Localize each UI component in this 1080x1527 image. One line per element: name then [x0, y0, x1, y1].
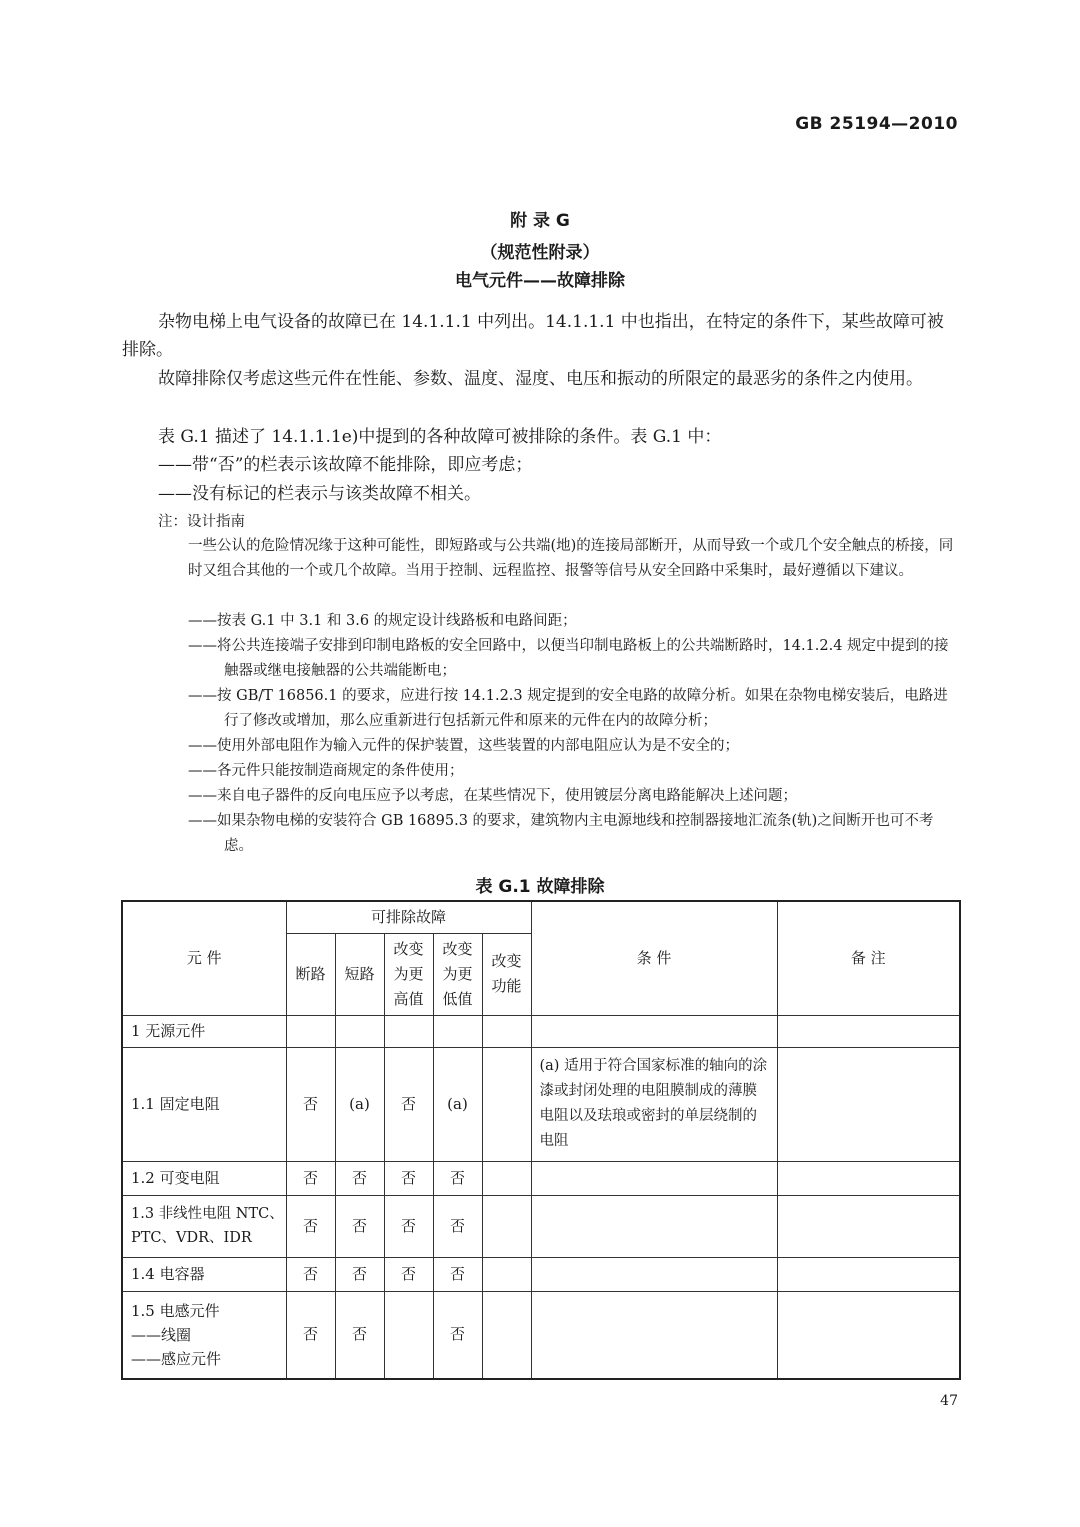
cell-function: [482, 1195, 531, 1257]
cell-higher: 否: [384, 1257, 433, 1291]
cell-short: 否: [335, 1291, 384, 1379]
cell-function: [482, 1015, 531, 1047]
cell-component: 1 无源元件: [122, 1015, 286, 1047]
dash-item-1: ——带“否”的栏表示该故障不能排除，即应考虑；: [158, 455, 533, 475]
cell-short: 否: [335, 1195, 384, 1257]
cell-condition: [531, 1291, 777, 1379]
dash-item-2: ——没有标记的栏表示与该类故障不相关。: [158, 484, 481, 504]
table-row: [122, 1047, 960, 1161]
cell-lower: 否: [433, 1291, 482, 1379]
appendix-heading: 电气元件——故障排除: [455, 271, 625, 291]
cell-remark: [777, 1291, 960, 1379]
paragraph-2: 故障排除仅考虑这些元件在性能、参数、温度、湿度、电压和振动的所限定的最恶劣的条件之内使用。: [158, 369, 923, 389]
cell-higher: [384, 1291, 433, 1379]
cell-condition: [531, 1161, 777, 1195]
appendix-title: 附 录 G: [510, 211, 570, 231]
page-number: 47: [940, 1393, 958, 1409]
note-item: ——来自电子器件的反向电压应予以考虑，在某些情况下，使用镀层分离电路能解决上述问题；: [188, 788, 797, 804]
note-item: ——使用外部电阻作为输入元件的保护装置，这些装置的内部电阻应认为是不安全的；: [188, 738, 739, 754]
cell-function: [482, 1291, 531, 1379]
cell-remark: [777, 1161, 960, 1195]
cell-higher: 否: [384, 1161, 433, 1195]
cell-short: 否: [335, 1161, 384, 1195]
note-item: ——各元件只能按制造商规定的条件使用；: [188, 763, 464, 779]
cell-component: 1.1 固定电阻: [122, 1047, 286, 1161]
standard-code: GB 25194—2010: [795, 114, 958, 134]
note-intro: 一些公认的危险情况缘于这种可能性，即短路或与公共端(地)的连接局部断开，从而导致一个或几个安全触点的桥接，同时又组合其他的一个或几个故障。当用于控制、远程监控、报警等信号从安全回路中采集时，最好遵循以下建议。: [188, 538, 954, 579]
appendix-subtitle: （规范性附录）: [480, 243, 600, 263]
header-higher: 改变为更高值: [384, 933, 433, 1015]
cell-function: [482, 1161, 531, 1195]
paragraph-3: 表 G.1 描述了 14.1.1.1e)中提到的各种故障可被排除的条件。表 G.1 中：: [158, 427, 722, 447]
header-open: 断路: [286, 933, 335, 1015]
cell-condition: [531, 1195, 777, 1257]
note-list: [188, 609, 958, 859]
note-item: ——按表 G.1 中 3.1 和 3.6 的规定设计线路板和电路间距；: [188, 613, 577, 629]
cell-remark: [777, 1195, 960, 1257]
header-remark: 备 注: [777, 901, 960, 1015]
header-condition: 条 件: [531, 901, 777, 1015]
cell-open: 否: [286, 1195, 335, 1257]
cell-open: 否: [286, 1161, 335, 1195]
cell-function: [482, 1257, 531, 1291]
note-item: ——按 GB/T 16856.1 的要求，应进行按 14.1.2.3 规定提到的安全电路的故障分析。如果在杂物电梯安装后，电路进行了修改或增加，那么应重新进行包括新元件和原来的元件在内的故障分析；: [188, 688, 948, 729]
cell-short: [335, 1015, 384, 1047]
cell-component: 1.5 电感元件 ——线圈 ——感应元件: [122, 1291, 286, 1379]
cell-lower: 否: [433, 1195, 482, 1257]
header-lower: 改变为更低值: [433, 933, 482, 1015]
cell-condition: [531, 1257, 777, 1291]
cell-short: (a): [335, 1047, 384, 1161]
table-row: [122, 1291, 960, 1379]
table-row: [122, 1015, 960, 1047]
cell-lower: 否: [433, 1161, 482, 1195]
fault-exclusion-table: [121, 900, 961, 1380]
cell-lower: 否: [433, 1257, 482, 1291]
cell-lower: [433, 1015, 482, 1047]
cell-short: 否: [335, 1257, 384, 1291]
header-excludable: 可排除故障: [286, 901, 531, 933]
cell-lower: (a): [433, 1047, 482, 1161]
cell-condition: (a) 适用于符合国家标准的轴向的涂漆或封闭处理的电阻膜制成的薄膜电阻以及珐琅或密封的单层绕制的电阻: [531, 1047, 777, 1161]
cell-higher: [384, 1015, 433, 1047]
header-function: 改变功能: [482, 933, 531, 1015]
table-caption: 表 G.1 故障排除: [475, 877, 605, 897]
cell-open: 否: [286, 1291, 335, 1379]
cell-function: [482, 1047, 531, 1161]
cell-remark: [777, 1047, 960, 1161]
cell-higher: 否: [384, 1047, 433, 1161]
note-item: ——如果杂物电梯的安装符合 GB 16895.3 的要求，建筑物内主电源地线和控制器接地汇流条(轨)之间断开也可不考虑。: [188, 813, 934, 854]
cell-higher: 否: [384, 1195, 433, 1257]
cell-component: 1.2 可变电阻: [122, 1161, 286, 1195]
header-short: 短路: [335, 933, 384, 1015]
header-component: 元 件: [122, 901, 286, 1015]
cell-open: [286, 1015, 335, 1047]
note-item: ——将公共连接端子安排到印制电路板的安全回路中，以便当印制电路板上的公共端断路时，14.1.2.4 规定中提到的接触器或继电接触器的公共端能断电；: [188, 638, 949, 679]
table-row: [122, 1195, 960, 1257]
note-label: 注：设计指南: [158, 514, 245, 530]
table-row: [122, 1161, 960, 1195]
cell-remark: [777, 1257, 960, 1291]
cell-remark: [777, 1015, 960, 1047]
cell-condition: [531, 1015, 777, 1047]
cell-component: 1.4 电容器: [122, 1257, 286, 1291]
cell-open: 否: [286, 1257, 335, 1291]
table-row: [122, 1257, 960, 1291]
cell-component: 1.3 非线性电阻 NTC、PTC、VDR、IDR: [122, 1195, 286, 1257]
paragraph-1: 杂物电梯上电气设备的故障已在 14.1.1.1 中列出。14.1.1.1 中也指出，在特定的条件下，某些故障可被排除。: [122, 312, 944, 360]
cell-open: 否: [286, 1047, 335, 1161]
